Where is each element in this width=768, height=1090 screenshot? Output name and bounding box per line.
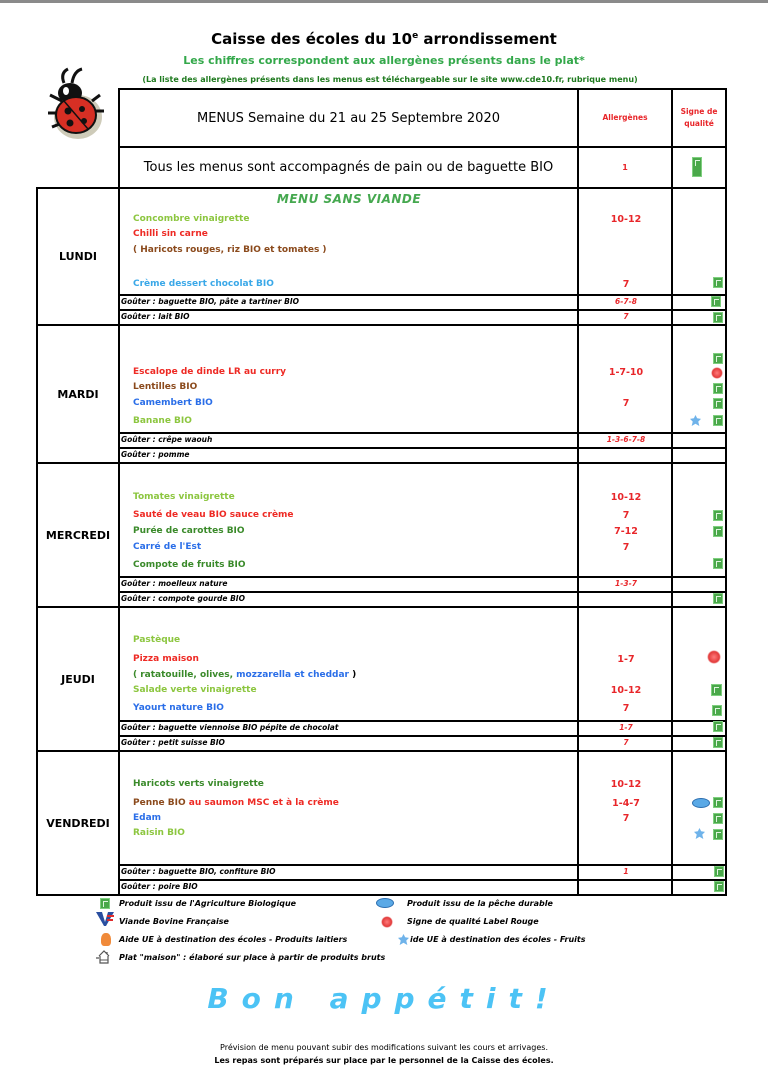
- legend-label: Produit issu de la pêche durable: [407, 899, 553, 908]
- allergens-value: 10-12: [610, 214, 642, 225]
- allergens-value: 7-12: [614, 526, 638, 537]
- allergens-value: 6-7-8: [615, 297, 637, 306]
- bread-row-text: Tous les menus sont accompagnés de pain ou de baguette BIO: [143, 160, 554, 175]
- dish: Edam: [133, 813, 162, 823]
- allergens-value: 1-7: [619, 723, 633, 732]
- agriculture-bio-icon: [713, 353, 723, 364]
- dish: Pizza maison: [133, 654, 199, 664]
- dish: ( Haricots rouges, riz BIO et tomates ): [133, 245, 327, 255]
- peche-durable-icon: [692, 798, 710, 808]
- agriculture-bio-icon: [713, 415, 723, 426]
- allergens-value: 1-7-10: [608, 367, 644, 378]
- agriculture-bio-icon: [713, 558, 723, 569]
- dish: Crème dessert chocolat BIO: [133, 279, 274, 289]
- agriculture-bio-icon: [712, 705, 722, 716]
- dish: Sauté de veau BIO sauce crème: [133, 510, 294, 520]
- agriculture-bio-icon: [711, 296, 721, 307]
- ladybug-icon: [42, 65, 112, 145]
- agriculture-bio-icon: [714, 866, 724, 877]
- day-mardi: MARDI: [57, 387, 99, 401]
- dish: Salade verte vinaigrette: [133, 685, 257, 695]
- gouter: Goûter : moelleux nature: [121, 579, 228, 588]
- allergen-list-note: (La liste des allergènes présents dans les menus est téléchargeable sur le site www.cde10.fr, rubrique menu): [142, 75, 638, 84]
- menu-sans-viande-banner: MENU SANS VIANDE: [276, 192, 422, 206]
- allergens-value: 7: [622, 542, 630, 553]
- day-mercredi: MERCREDI: [45, 528, 111, 542]
- dish: Purée de carottes BIO: [133, 526, 245, 536]
- allergens-value: 10-12: [610, 779, 642, 790]
- allergens-value: 1-3-6-7-8: [606, 435, 646, 444]
- agriculture-bio-icon: [714, 881, 724, 892]
- dish: Compote de fruits BIO: [133, 560, 246, 570]
- quality-column-header: Signe de qualité: [680, 107, 718, 128]
- dish: Escalope de dinde LR au curry: [133, 367, 287, 377]
- allergens-value: 7: [622, 398, 630, 409]
- dish: Concombre vinaigrette: [133, 214, 250, 224]
- dish: Banane BIO: [133, 416, 192, 426]
- allergens-column-header: Allergènes: [602, 113, 648, 122]
- label-rouge-icon: [711, 367, 723, 379]
- allergens-value: 7: [623, 738, 629, 747]
- allergens-value: 7: [622, 813, 630, 824]
- eu-fruits-icon: [398, 934, 409, 945]
- day-lundi: LUNDI: [59, 250, 97, 263]
- window-top-border: [0, 0, 768, 3]
- agriculture-bio-icon: [713, 721, 723, 732]
- legend-label: Produit issu de l'Agriculture Biologique: [119, 899, 297, 908]
- eu-fruits-icon: [694, 828, 705, 839]
- gouter: Goûter : crêpe waouh: [121, 435, 213, 444]
- allergens-value: 1: [623, 867, 629, 876]
- label-rouge-icon: [707, 650, 721, 664]
- legend-label: Plat "maison" : élaboré sur place à partir de produits bruts: [119, 953, 386, 962]
- allergens-value: 1-7: [617, 654, 635, 665]
- dish: Carré de l'Est: [133, 542, 202, 552]
- agriculture-bio-icon: [711, 684, 722, 696]
- agriculture-bio-icon: [713, 383, 723, 394]
- allergens-value: 7: [623, 312, 629, 321]
- dish: Chilli sin carne: [133, 229, 208, 239]
- allergens-value: 7: [622, 279, 630, 290]
- gouter: Goûter : compote gourde BIO: [121, 594, 245, 603]
- dish: Pastèque: [133, 635, 181, 645]
- viande-bovine-francaise-icon: [96, 912, 114, 926]
- legend-label: Signe de qualité Label Rouge: [407, 917, 539, 926]
- allergens-value: 10-12: [610, 685, 642, 696]
- footer-staff-note: Les repas sont préparés sur place par le personnel de la Caisse des écoles.: [214, 1056, 554, 1065]
- dish: Yaourt nature BIO: [133, 703, 224, 713]
- agriculture-bio-icon: [713, 526, 723, 537]
- agriculture-bio-icon: [713, 797, 723, 808]
- agriculture-bio-icon: [713, 398, 723, 409]
- allergens-value: 7: [622, 703, 630, 714]
- gouter: Goûter : baguette BIO, pâte a tartiner BIO: [121, 297, 300, 306]
- dish: Raisin BIO: [133, 828, 185, 838]
- dish: Camembert BIO: [133, 398, 213, 408]
- agriculture-bio-icon: [713, 277, 723, 288]
- agriculture-bio-icon: [692, 157, 702, 177]
- plat-maison-icon: [96, 950, 112, 964]
- gouter: Goûter : baguette BIO, confiture BIO: [121, 867, 276, 876]
- dish: ( ratatouille, olives, mozzarella et cheddar ): [133, 670, 357, 680]
- gouter: Goûter : baguette viennoise BIO pépite de chocolat: [121, 723, 339, 732]
- gouter: Goûter : poire BIO: [121, 882, 198, 891]
- agriculture-bio-icon: [713, 829, 723, 840]
- eu-fruits-icon: [690, 415, 701, 426]
- bon-appetit: Bon appétit!: [207, 982, 561, 1015]
- week-title: MENUS Semaine du 21 au 25 Septembre 2020: [196, 110, 500, 126]
- footer-disclaimer: Prévision de menu pouvant subir des modifications suivant les cours et arrivages.: [220, 1043, 548, 1052]
- agriculture-bio-icon: [713, 593, 723, 604]
- gouter: Goûter : pomme: [121, 450, 190, 459]
- dish: Tomates vinaigrette: [133, 492, 235, 502]
- agriculture-bio-icon: [713, 510, 723, 521]
- allergens-value: 10-12: [610, 492, 642, 503]
- agriculture-bio-icon: [713, 737, 723, 748]
- gouter: Goûter : lait BIO: [121, 312, 190, 321]
- page-title: Caisse des écoles du 10e arrondissement: [211, 30, 557, 48]
- day-vendredi: VENDREDI: [46, 816, 110, 830]
- dish: Lentilles BIO: [133, 382, 198, 392]
- legend-label: Viande Bovine Française: [119, 917, 229, 926]
- allergen-subtitle: Les chiffres correspondent aux allergènes présents dans le plat*: [183, 54, 585, 67]
- agriculture-bio-icon: [100, 898, 110, 909]
- legend-label: ide UE à destination des écoles - Fruits: [410, 935, 586, 944]
- bread-row-allergens: 1: [622, 162, 628, 172]
- agriculture-bio-icon: [713, 813, 723, 824]
- label-rouge-icon: [381, 916, 393, 928]
- day-jeudi: JEUDI: [61, 672, 95, 686]
- allergens-value: 1-4-7: [612, 798, 640, 809]
- legend-label: Aide UE à destination des écoles - Produits laitiers: [119, 935, 348, 944]
- dish: Penne BIO au saumon MSC et à la crème: [133, 798, 339, 808]
- allergens-value: 1-3-7: [615, 579, 637, 588]
- eu-milk-icon: [101, 933, 111, 946]
- peche-durable-icon: [376, 898, 394, 908]
- dish: Haricots verts vinaigrette: [133, 779, 264, 789]
- gouter: Goûter : petit suisse BIO: [121, 738, 225, 747]
- allergens-value: 7: [622, 510, 630, 521]
- agriculture-bio-icon: [713, 312, 723, 323]
